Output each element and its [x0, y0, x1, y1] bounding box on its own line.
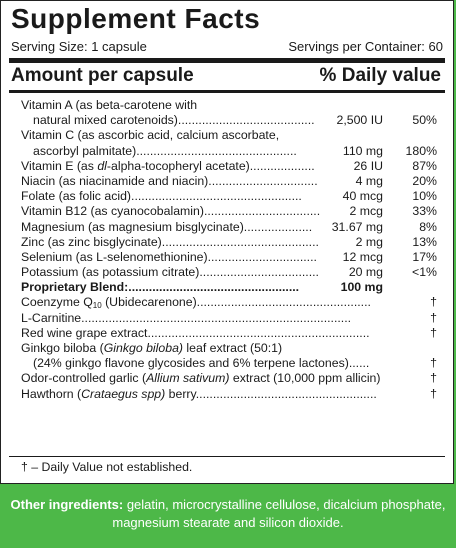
name-part: extract (10,000 ppm allicin): [229, 371, 381, 386]
name-part: leaf extract (50:1): [183, 341, 283, 356]
blend-item-row: [21, 326, 441, 341]
nutrient-dv: <1%: [412, 265, 437, 280]
nutrient-amount: 12 mcg: [342, 249, 383, 264]
name-line1: [21, 341, 282, 355]
nutrient-name-line2: ascorbyl palmitate)...............................................: [33, 143, 297, 158]
nutrient-amount: 2 mcg: [349, 204, 383, 219]
nutrient-row: [21, 128, 441, 158]
name-part: Hawthorn (: [21, 386, 82, 401]
nutrient-name: [21, 128, 297, 158]
nutrient-name-line1: Vitamin C (as ascorbic acid, calcium ascorbate,: [21, 128, 280, 143]
nutrient-name: Niacin (as niacinamide and niacin)................................: [21, 173, 318, 188]
other-ingredients: [0, 496, 456, 532]
subscript: 10: [92, 301, 102, 311]
name-part: Odor-controlled garlic (: [21, 371, 147, 386]
nutrient-row: [21, 250, 441, 265]
blend-item-name: Red wine grape extract.................................................................: [21, 325, 370, 340]
nutrient-name-line1: Vitamin A (as beta-carotene with: [21, 98, 198, 112]
nutrient-dv: 13%: [412, 234, 437, 249]
blend-item-row: [21, 387, 441, 402]
blend-item-name: [21, 341, 369, 371]
nutrient-row: [21, 159, 441, 174]
nutrient-list: [21, 98, 441, 402]
serving-size: Serving Size: 1 capsule: [11, 39, 147, 54]
amount-header: [11, 64, 443, 88]
panel-title: Supplement Facts: [11, 3, 261, 34]
name-part: (Ubidecarenone)...................................................: [101, 295, 371, 310]
blend-item-dv: †: [430, 325, 437, 340]
nutrient-name: Potassium (as potassium citrate)...................................: [21, 265, 319, 280]
blend-item-name: [21, 387, 377, 402]
nutrient-row: [21, 98, 441, 128]
nutrient-amount: 2 mg: [355, 234, 383, 249]
medium-divider: [9, 90, 445, 93]
nutrient-row: [21, 204, 441, 219]
nutrient-dv: 180%: [405, 143, 437, 158]
name-part: Ginkgo biloba (: [21, 341, 104, 356]
blend-item-dv: †: [430, 310, 437, 325]
nutrient-name: Selenium (as L-selenomethionine)................................: [21, 249, 317, 264]
other-ingredients-text-line2: magnesium stearate and silicon dioxide.: [112, 515, 344, 530]
nutrient-name: Vitamin B12 (as cyanocobalamin)..................................: [21, 204, 321, 219]
proprietary-blend-label: Proprietary Blend:..................................................: [21, 280, 300, 295]
blend-item-dv: †: [430, 295, 437, 310]
nutrient-name: Magnesium (as magnesium bisglycinate)....................: [21, 219, 313, 234]
nutrient-amount: 2,500 IU: [336, 113, 383, 128]
nutrient-row: [21, 220, 441, 235]
nutrient-row: [21, 235, 441, 250]
name-part: Vitamin E (as: [21, 158, 98, 173]
other-ingredients-label: Other ingredients:: [10, 497, 124, 512]
name-part: -alpha-tocopheryl acetate)...................: [106, 158, 315, 173]
nutrient-dv: 17%: [412, 249, 437, 264]
name-italic: dl: [97, 158, 107, 173]
nutrient-dv: 8%: [419, 219, 437, 234]
daily-value-label: % Daily value: [319, 65, 441, 86]
name-italic: Allium sativum): [146, 371, 230, 386]
amount-label: Amount per capsule: [11, 65, 194, 86]
nutrient-dv: 33%: [412, 204, 437, 219]
blend-item-row: [21, 311, 441, 326]
servings-per-container: Servings per Container: 60: [288, 39, 443, 54]
nutrient-dv: 50%: [412, 113, 437, 128]
nutrient-name: Folate (as folic acid)..................................................: [21, 189, 302, 204]
nutrient-row: [21, 265, 441, 280]
name-line2: (24% ginkgo flavone glycosides and 6% terpene lactones)......: [33, 356, 370, 371]
nutrient-dv: 20%: [412, 173, 437, 188]
nutrient-dv: 10%: [412, 189, 437, 204]
blend-item-name: [21, 371, 380, 386]
serving-info: [11, 39, 443, 55]
blend-item-row: [21, 341, 441, 371]
proprietary-blend-amount: 100 mg: [340, 280, 383, 295]
other-ingredients-text-line1: gelatin, microcrystalline cellulose, dicalcium phosphate,: [123, 497, 446, 512]
name-italic: Ginkgo biloba): [103, 341, 184, 356]
nutrient-row: [21, 174, 441, 189]
nutrient-amount: 26 IU: [353, 158, 383, 173]
proprietary-blend-row: [21, 280, 441, 295]
nutrient-dv: 87%: [412, 158, 437, 173]
footnote: † – Daily Value not established.: [21, 460, 193, 474]
nutrient-name: [21, 159, 315, 174]
nutrient-amount: 31.67 mg: [331, 219, 383, 234]
nutrient-name: Zinc (as zinc bisglycinate)..............................................: [21, 234, 319, 249]
nutrient-amount: 40 mcg: [342, 189, 383, 204]
nutrient-amount: 110 mg: [342, 143, 383, 158]
blend-item-name: L-Carnitine...............................................................................: [21, 310, 352, 325]
name-part: Coenzyme Q: [21, 295, 93, 310]
blend-item-dv: †: [430, 371, 437, 386]
nutrient-row: [21, 189, 441, 204]
blend-item-row: [21, 295, 441, 310]
footnote-divider: [9, 456, 445, 457]
blend-item-dv: †: [430, 386, 437, 401]
nutrient-amount: 4 mg: [355, 173, 383, 188]
nutrient-name: [21, 98, 315, 128]
nutrient-name-line2: natural mixed carotenoids)........................................: [33, 113, 315, 128]
name-italic: Crataegus spp): [81, 386, 166, 401]
blend-item-row: [21, 371, 441, 386]
name-part: berry.....................................................: [165, 386, 377, 401]
thick-divider: [9, 58, 445, 63]
nutrient-amount: 20 mg: [348, 265, 383, 280]
blend-item-dv: †: [430, 356, 437, 371]
